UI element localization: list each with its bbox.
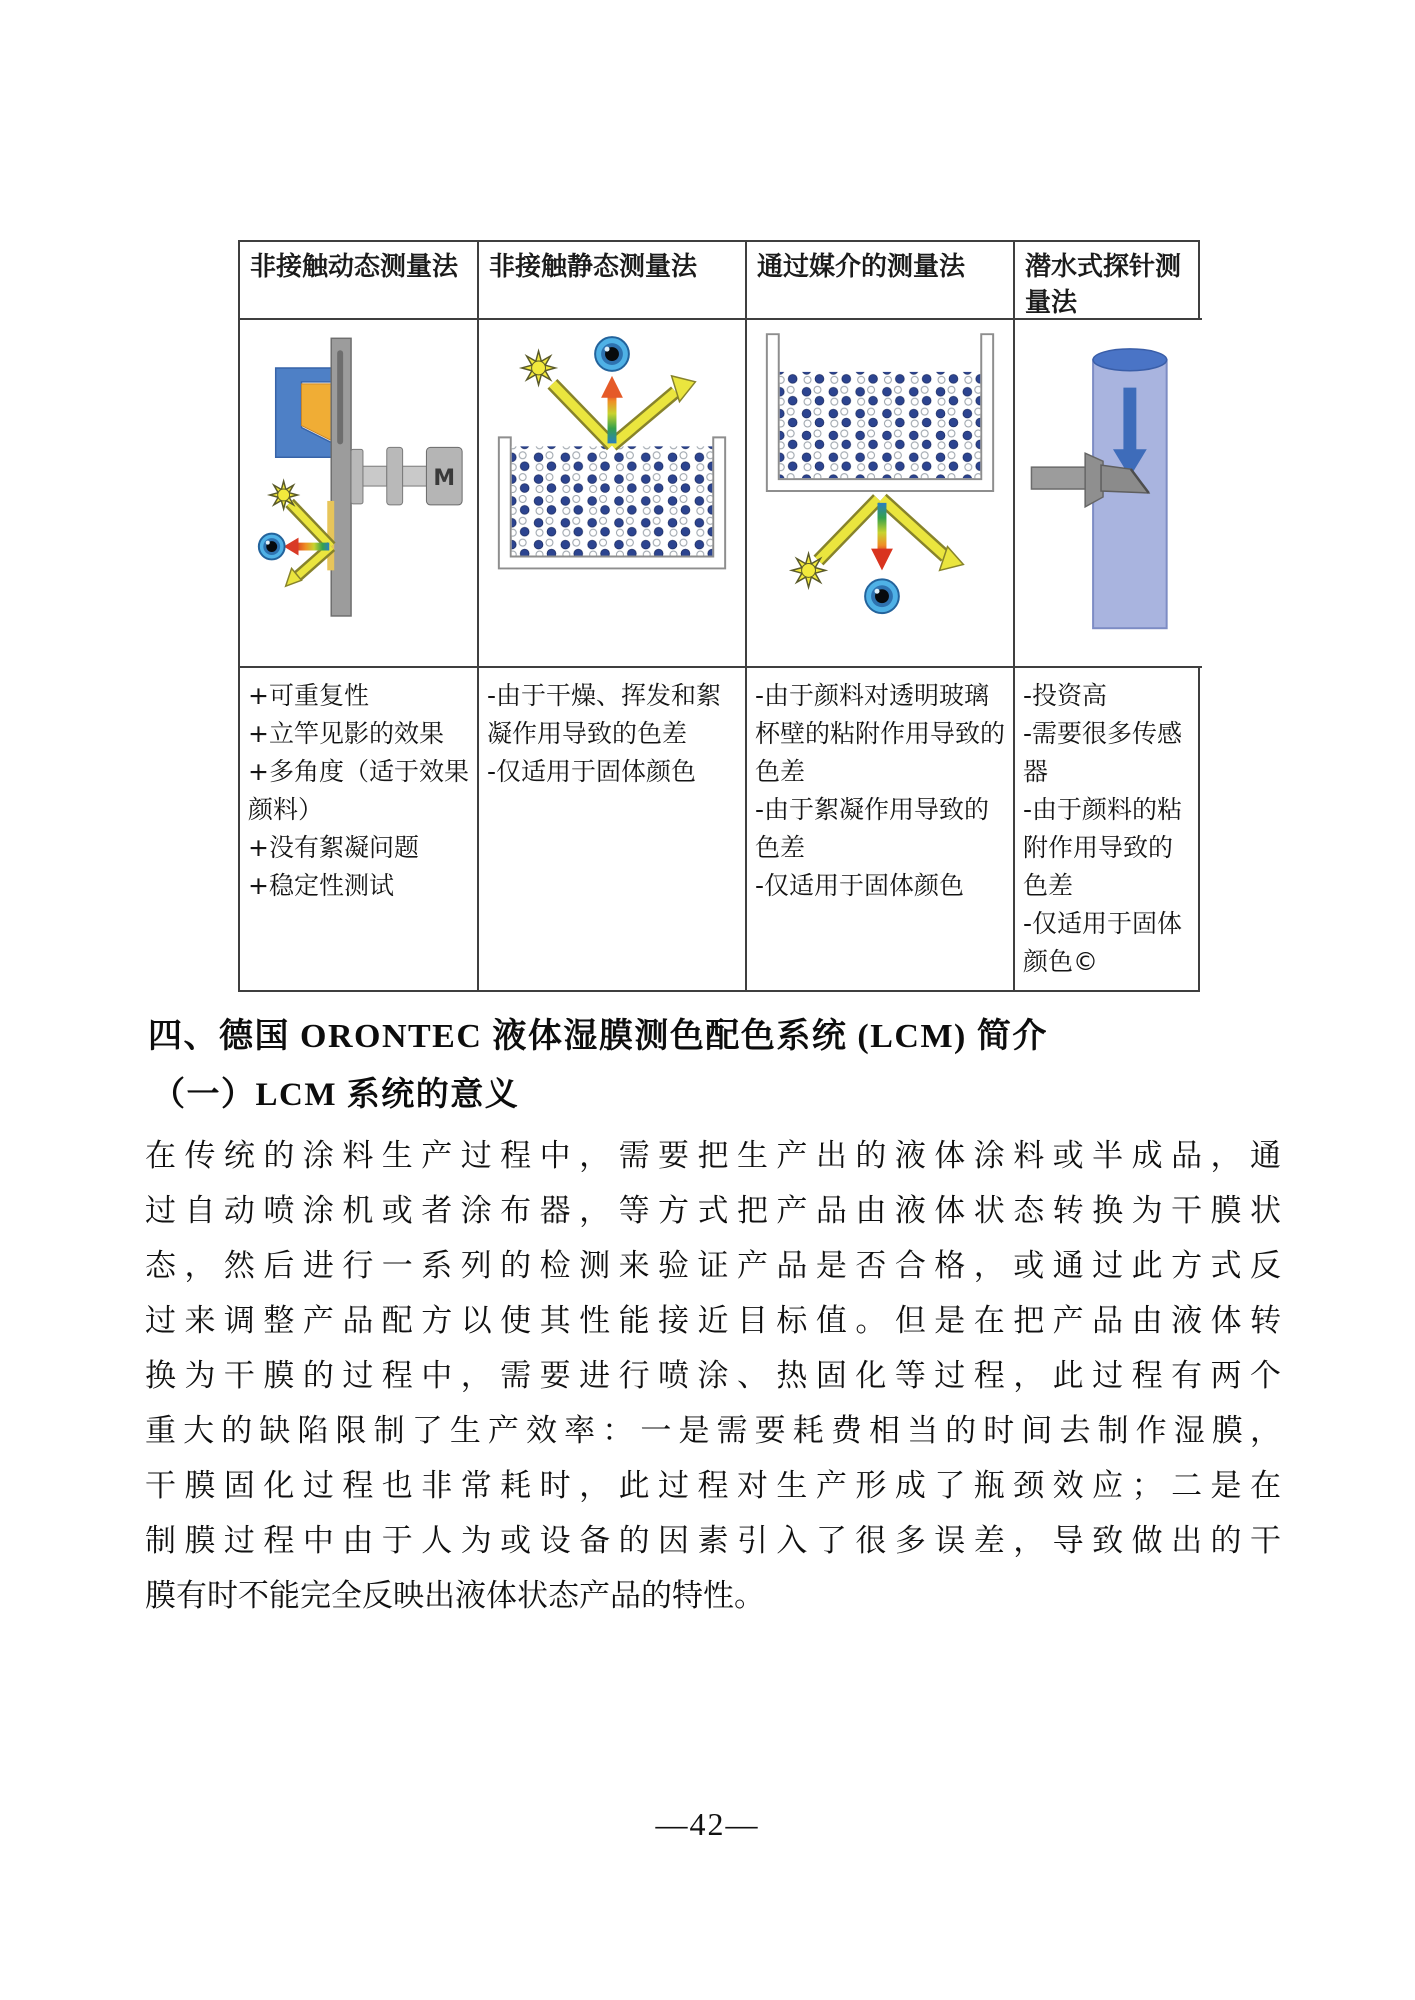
eye-detector-icon: [595, 337, 629, 371]
table-point: +没有絮凝问题: [248, 833, 419, 862]
disc-motor-figure: [240, 320, 477, 666]
table-point: -由于干燥、挥发和絮凝作用导致的色差: [487, 681, 722, 748]
eye-detector-icon: [865, 579, 899, 613]
paragraph-line: 换为干膜的过程中，需要进行喷涂、热固化等过程，此过程有两个: [145, 1358, 1281, 1393]
paragraph-line: 重大的缺陷限制了生产效率：一是需要耗费相当的时间去制作湿膜，: [145, 1413, 1281, 1448]
light-source-icon: [522, 351, 556, 385]
tray-top-figure: [479, 320, 745, 666]
paragraph-line: 制膜过程中由于人为或设备的因素引入了很多误差，导致做出的干: [145, 1523, 1281, 1558]
probe-rod-icon: [1031, 467, 1089, 489]
measurement-methods-table: [238, 240, 1200, 992]
paragraph-line: 态，然后进行一系列的检测来验证产品是否合格，或通过此方式反: [145, 1248, 1281, 1283]
shaft: [363, 466, 387, 486]
table-point: -投资高: [1023, 681, 1108, 710]
body-paragraph: [145, 1128, 1281, 1623]
illustration-tray-top-measurement: [479, 320, 747, 668]
eye-detector-icon: [259, 534, 285, 560]
table-point: -由于颜料对透明玻璃杯壁的粘附作用导致的色差: [755, 681, 1006, 786]
points-dynamic: [240, 668, 479, 990]
table-point: -仅适用于固体颜色: [487, 757, 697, 786]
table-point: -需要很多传感器: [1023, 719, 1183, 786]
paragraph-line: 在传统的涂料生产过程中，需要把生产出的液体涂料或半成品，通: [145, 1138, 1281, 1173]
rainbow-arrowhead: [871, 549, 893, 571]
table-point: -由于絮凝作用导致的色差: [755, 795, 990, 862]
subsection-heading: （一）LCM 系统的意义: [152, 1077, 520, 1113]
table-point: -仅适用于固体颜色: [755, 871, 965, 900]
illustration-tray-bottom-measurement: [747, 320, 1015, 668]
motor-label: M: [433, 466, 456, 492]
header-label: 非接触动态测量法: [250, 252, 459, 282]
page-number: —42—: [655, 1806, 760, 1842]
probe-pipe-figure: [1015, 320, 1202, 666]
points-probe: [1015, 668, 1202, 990]
header-label: 通过媒介的测量法: [757, 252, 966, 282]
disc-slot: [337, 350, 343, 444]
section-heading: 四、德国 ORONTEC 液体湿膜测色配色系统 (LCM) 简介: [148, 1018, 1048, 1055]
rainbow-arrowhead: [284, 538, 299, 556]
pigment-particles: [780, 372, 980, 478]
paragraph-line: 过自动喷涂机或者涂布器，等方式把产品由液体状态转换为干膜状: [145, 1193, 1281, 1228]
paragraph-line: 过来调整产品配方以使其性能接近目标值。但是在把产品由液体转: [145, 1303, 1281, 1338]
paragraph-line: 干膜固化过程也非常耗时，此过程对生产形成了瓶颈效应；二是在: [145, 1468, 1281, 1503]
coupling: [351, 449, 363, 504]
tray-bottom-figure: [747, 320, 1013, 666]
table-header-static: [479, 242, 747, 320]
header-label: 潜水式探针测量法: [1025, 252, 1182, 318]
rainbow-arrowhead: [601, 376, 623, 398]
table-point: +立竿见影的效果: [248, 719, 444, 748]
table-point: +多角度（适于效果颜料）: [248, 757, 469, 824]
table-header-medium: [747, 242, 1015, 320]
coupling: [387, 447, 403, 505]
table-point: +稳定性测试: [248, 871, 394, 900]
illustration-probe-pipe: [1015, 320, 1202, 668]
points-medium: [747, 668, 1015, 990]
pipe-top: [1093, 349, 1167, 371]
table-header-probe: [1015, 242, 1202, 320]
header-label: 非接触静态测量法: [489, 252, 698, 282]
illustration-rotating-disc-motor: [240, 320, 479, 668]
shaft: [403, 466, 427, 486]
table-point: -仅适用于固体颜色©: [1023, 909, 1183, 976]
table-header-dynamic: [240, 242, 479, 320]
table-point: -由于颜料的粘附作用导致的色差: [1023, 795, 1183, 900]
light-source-icon: [270, 481, 298, 509]
light-source-icon: [792, 554, 826, 588]
table-point: +可重复性: [248, 681, 369, 710]
paragraph-line: 膜有时不能完全反映出液体状态产品的特性。: [145, 1578, 765, 1613]
pigment-particles: [512, 446, 712, 555]
points-static: [479, 668, 747, 990]
